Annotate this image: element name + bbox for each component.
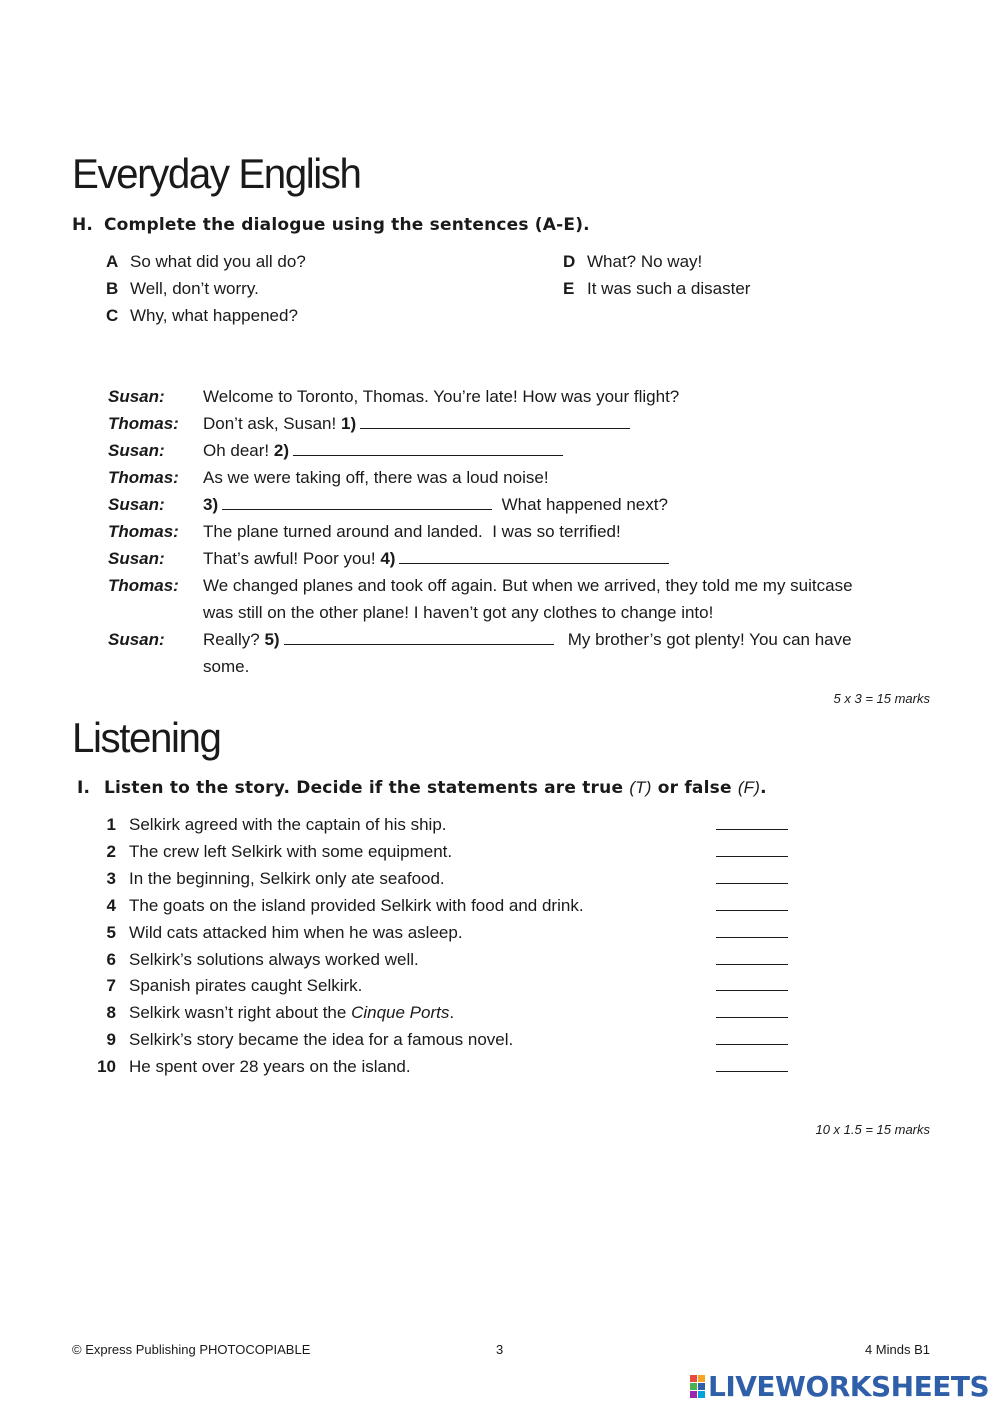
speaker: Susan:: [108, 549, 165, 568]
option-b: B Well, don’t worry.: [106, 279, 259, 298]
dialogue-line: 3) What happened next?: [203, 495, 668, 514]
option-d: D What? No way!: [563, 252, 703, 271]
tf-answer-blank[interactable]: [716, 829, 788, 830]
list-item: 8 Selkirk wasn’t right about the Cinque Ports.: [80, 1003, 800, 1029]
footer-page-number: 3: [496, 1342, 504, 1357]
speaker: Susan:: [108, 495, 165, 514]
list-item: 5 Wild cats attacked him when he was asleep.: [80, 923, 800, 949]
dialogue-line: some.: [203, 657, 250, 676]
tf-answer-blank[interactable]: [716, 990, 788, 991]
list-item: 9 Selkirk’s story became the idea for a famous novel.: [80, 1030, 800, 1056]
speaker: Thomas:: [108, 522, 179, 541]
tf-answer-blank[interactable]: [716, 910, 788, 911]
speaker: Thomas:: [108, 414, 179, 433]
list-item: 10 He spent over 28 years on the island.: [80, 1057, 800, 1083]
tf-answer-blank[interactable]: [716, 1017, 788, 1018]
list-item: 3 In the beginning, Selkirk only ate seafood.: [80, 869, 800, 895]
dialogue-line: As we were taking off, there was a loud noise!: [203, 468, 549, 487]
speaker: Susan:: [108, 630, 165, 649]
dialogue-line: Welcome to Toronto, Thomas. You’re late! How was your flight?: [203, 387, 680, 406]
footer-copyright: © Express Publishing PHOTOCOPIABLE: [72, 1342, 311, 1357]
marks-h: 5 x 3 = 15 marks: [833, 691, 930, 706]
list-item: 6 Selkirk’s solutions always worked well.: [80, 950, 800, 976]
list-item: 1 Selkirk agreed with the captain of his ship.: [80, 815, 800, 841]
tf-answer-blank[interactable]: [716, 1071, 788, 1072]
option-c: C Why, what happened?: [106, 306, 298, 325]
tf-answer-blank[interactable]: [716, 964, 788, 965]
list-item: 4 The goats on the island provided Selkirk with food and drink.: [80, 896, 800, 922]
answer-blank-4[interactable]: [399, 548, 669, 564]
answer-blank-1[interactable]: [360, 413, 630, 429]
footer-book-title: 4 Minds B1: [864, 1342, 930, 1357]
marks-i: 10 x 1.5 = 15 marks: [815, 1122, 930, 1137]
tf-answer-blank[interactable]: [716, 937, 788, 938]
dialogue-line: was still on the other plane! I haven’t got any clothes to change into!: [203, 603, 714, 622]
section-title-everyday-english: Everyday English: [72, 150, 361, 197]
instruction-letter: H.: [72, 215, 94, 235]
tf-answer-blank[interactable]: [716, 856, 788, 857]
dialogue: [0, 383, 1000, 683]
liveworksheets-icon: [690, 1375, 705, 1398]
tf-answer-blank[interactable]: [716, 883, 788, 884]
answer-blank-3[interactable]: [222, 494, 492, 510]
instruction-i: I. Listen to the story. Decide if the statements are true (T) or false (F).: [77, 778, 767, 798]
logo-text: LIVEWORKSHEETS: [708, 1370, 990, 1403]
speaker: Thomas:: [108, 576, 179, 595]
option-e: E It was such a disaster: [563, 279, 751, 298]
list-item: 2 The crew left Selkirk with some equipment.: [80, 842, 800, 868]
dialogue-line: We changed planes and took off again. But when we arrived, they told me my suitcase: [203, 576, 853, 595]
speaker: Susan:: [108, 387, 165, 406]
speaker: Susan:: [108, 441, 165, 460]
dialogue-line: Oh dear! 2): [203, 437, 923, 464]
dialogue-line: That’s awful! Poor you! 4): [203, 545, 923, 572]
answer-blank-2[interactable]: [293, 440, 563, 456]
option-a: A So what did you all do?: [106, 252, 306, 271]
speaker: Thomas:: [108, 468, 179, 487]
list-item: 7 Spanish pirates caught Selkirk.: [80, 976, 800, 1002]
dialogue-line: The plane turned around and landed. I was so terrified!: [203, 522, 621, 541]
instruction-text: Complete the dialogue using the sentences (A-E).: [104, 215, 590, 235]
instruction-letter: I.: [77, 778, 91, 798]
instruction-h: [72, 215, 590, 235]
dialogue-line: Don’t ask, Susan! 1): [203, 410, 923, 437]
section-title-listening: Listening: [72, 714, 221, 761]
answer-blank-5[interactable]: [284, 629, 554, 645]
tf-answer-blank[interactable]: [716, 1044, 788, 1045]
liveworksheets-logo: [690, 1370, 989, 1403]
dialogue-line: Really? 5) My brother’s got plenty! You can have: [203, 630, 852, 649]
